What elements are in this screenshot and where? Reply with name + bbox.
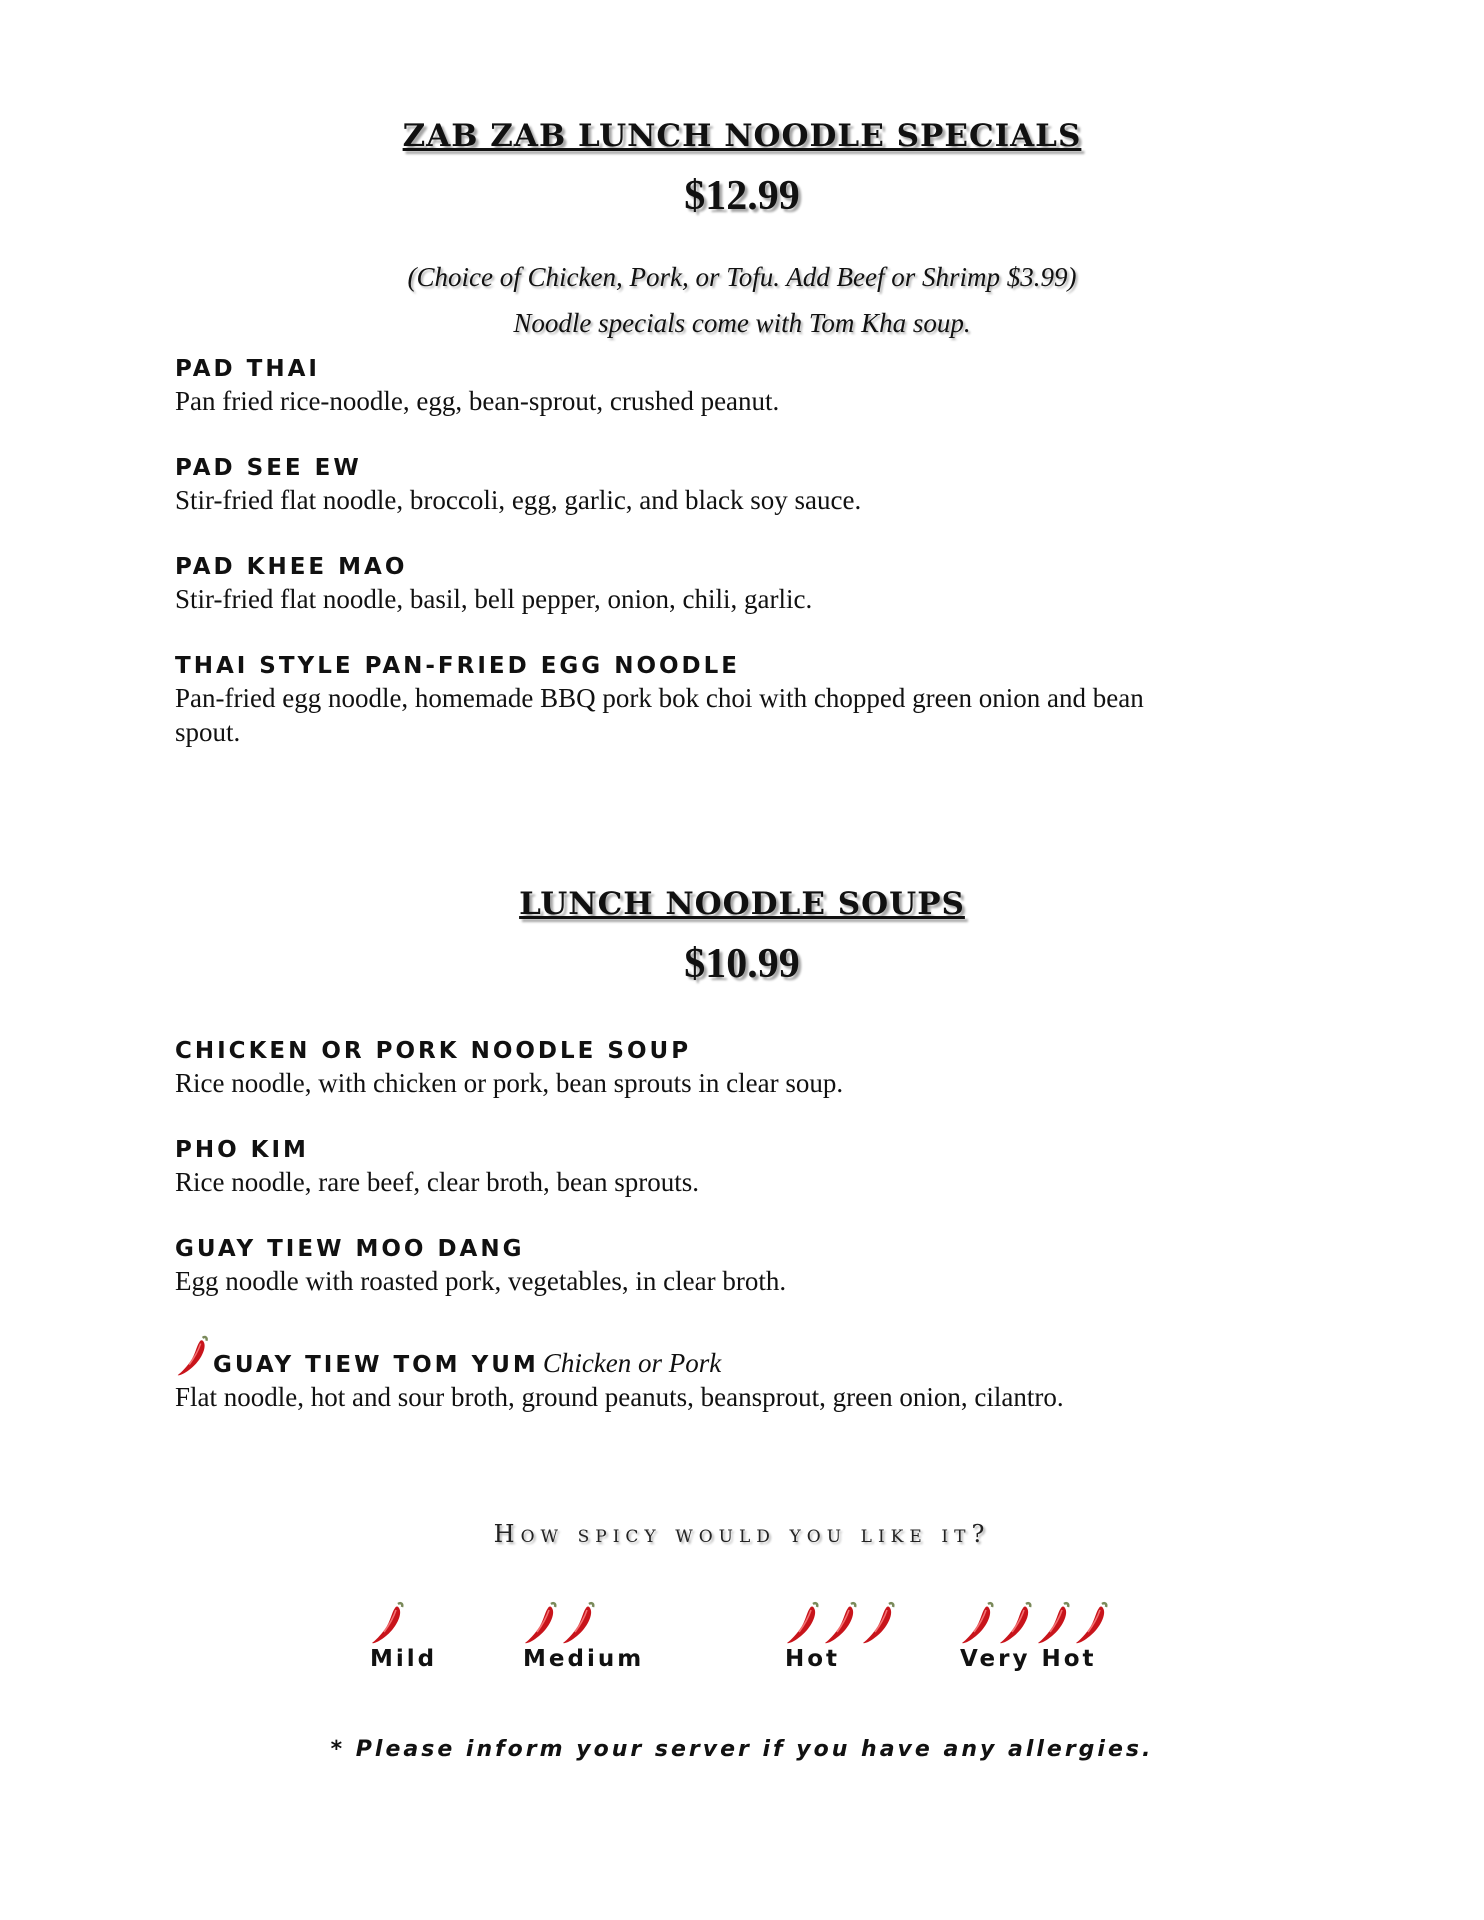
item-description: Rice noodle, with chicken or pork, bean sprouts in clear soup. (175, 1068, 844, 1098)
chili-icon (1036, 1600, 1072, 1646)
item-description: Pan fried rice-noodle, egg, bean-sprout, crushed peanut. (175, 386, 780, 416)
chili-icon (175, 1334, 211, 1378)
chili-icon (861, 1600, 897, 1646)
item-name-suffix: Chicken or Pork (542, 1348, 722, 1378)
item-name: GUAY TIEW MOO DANG (175, 1236, 525, 1262)
item-description: Egg noodle with roasted pork, vegetables, in clear broth. (175, 1266, 787, 1296)
item-name (175, 1334, 1305, 1380)
chili-group (523, 1600, 644, 1646)
chili-group (785, 1600, 897, 1646)
item-name: THAI STYLE PAN-FRIED EGG NOODLE (175, 653, 741, 679)
chili-icon (1074, 1600, 1110, 1646)
spice-level-medium (523, 1600, 644, 1672)
soups-title: LUNCH NOODLE SOUPS (519, 886, 965, 922)
menu-item (175, 1334, 1305, 1414)
item-name: PAD KHEE MAO (175, 554, 408, 580)
spice-level-label: Medium (523, 1646, 645, 1672)
spice-level-mild (370, 1600, 437, 1672)
menu-item (175, 1036, 1305, 1100)
specials-title: ZAB ZAB LUNCH NOODLE SPECIALS (402, 118, 1082, 154)
item-name: PAD THAI (175, 356, 320, 382)
chili-icon (785, 1600, 821, 1646)
menu-item (175, 552, 1305, 616)
chili-icon (523, 1600, 559, 1646)
item-name: CHICKEN OR PORK NOODLE SOUP (175, 1038, 692, 1064)
item-name: PAD SEE EW (175, 455, 362, 481)
item-description: Pan-fried egg noodle, homemade BBQ pork bok choi with chopped green onion and bean spout. (175, 683, 1144, 747)
item-name-text: GUAY TIEW TOM YUM (213, 1352, 539, 1378)
specials-choice-note: (Choice of Chicken, Pork, or Tofu. Add Beef or Shrimp $3.99) (407, 262, 1077, 292)
spice-level-hot (785, 1600, 897, 1672)
chili-icon (960, 1600, 996, 1646)
specials-price: $12.99 (684, 173, 800, 219)
item-name: PHO KIM (175, 1137, 309, 1163)
spice-level-label: Mild (370, 1646, 438, 1672)
menu-item (175, 651, 1185, 749)
menu-item (175, 1135, 1305, 1199)
soups-price: $10.99 (684, 941, 800, 987)
chili-group (370, 1600, 437, 1646)
chili-group (960, 1600, 1110, 1646)
chili-icon (823, 1600, 859, 1646)
item-description: Stir-fried flat noodle, broccoli, egg, garlic, and black soy sauce. (175, 485, 862, 515)
item-description: Rice noodle, rare beef, clear broth, bean sprouts. (175, 1167, 700, 1197)
item-description: Flat noodle, hot and sour broth, ground peanuts, beansprout, green onion, cilantro. (175, 1382, 1064, 1412)
menu-item (175, 453, 1305, 517)
allergy-note: * Please inform your server if you have any allergies. (330, 1737, 1154, 1762)
spice-level-label: Hot (785, 1646, 841, 1672)
menu-item (175, 1234, 1305, 1298)
spice-level-very-hot (960, 1600, 1110, 1672)
chili-icon (998, 1600, 1034, 1646)
menu-item (175, 354, 1305, 418)
spice-question: How spicy would you like it? (493, 1520, 991, 1548)
specials-soup-note: Noodle specials come with Tom Kha soup. (513, 308, 971, 338)
item-description: Stir-fried flat noodle, basil, bell pepper, onion, chili, garlic. (175, 584, 813, 614)
spice-level-label: Very Hot (960, 1646, 1097, 1672)
chili-icon (561, 1600, 597, 1646)
chili-icon (370, 1600, 406, 1646)
